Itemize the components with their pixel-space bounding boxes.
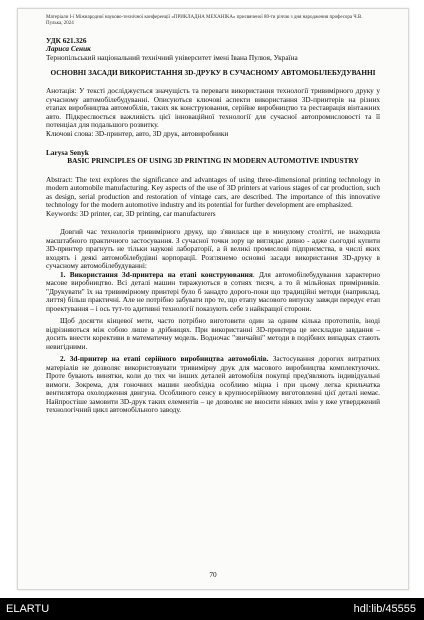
affiliation: Тернопільський національний технічний університет імені Івана Пулюя, Україна bbox=[46, 53, 298, 62]
author-en: Larysa Senyk bbox=[46, 148, 89, 157]
article-body bbox=[46, 228, 380, 415]
conference-header: Матеріали I-ї Міжнародної науково-технічної конференції «ПРИКЛАДНА МЕХАНІКА» присвяченої 80-ти річчю з дня народження професора Ч.В. Пулька, 2024 bbox=[46, 15, 363, 26]
section-2-text: Застосування дорогих витратних матеріалів не дозволяє використовувати тривимірну друк для масового виробництва комплектуючих. Проте бувають винятки, коли до тих чи інших деталей автомобіля покупці пред'являють індивідуальні вимоги. Зокрема, для гоночних машин необхідна особливо міцна і при цьому легка крильчатка вентилятора охолодження двигуна. Особливого сенсу в крупносерійному виготовленні цієї деталі немає. Найпростіше замовити 3D-друк таких елементів – це дозволяє не вносити ніяких змін у вже утверджений технологічний цикл автомобільного заводу. bbox=[46, 354, 380, 414]
footer-repository-label: ELARTU bbox=[6, 603, 50, 615]
page-content bbox=[46, 15, 380, 415]
udc-code: УДК 621.326 bbox=[46, 36, 87, 45]
footer-handle: hdl:lib/45555 bbox=[353, 603, 416, 615]
document-page bbox=[17, 8, 409, 590]
title-ua: ОСНОВНІ ЗАСАДИ ВИКОРИСТАННЯ 3D-ДРУКУ В СУЧАСНОМУ АВТОМОБІЛЕБУДУВАННІ bbox=[50, 68, 376, 77]
title-en: BASIC PRINCIPLES OF USING 3D PRINTING IN MODERN AUTOMOTIVE INDUSTRY bbox=[67, 156, 359, 165]
page-number: 70 bbox=[209, 570, 217, 579]
section-1-paragraph-2: Щоб досягти кінцевої мети, часто потрібно виготовити один за одним кілька прототипів, іноді відрізняються між собою лише в дрібницях. При використанні 3D-принтера це нескладне завдання – досить внести корективи в математичну модель. Водночас "звичайні" методи в подібних випадках стають невигідними. bbox=[46, 316, 380, 351]
paragraph-intro: Довгий час технологія тривимірного друку, що з'явилася ще в минулому столітті, не знаходила масштабного практичного застосування. З сучасної точки зору це виглядає дивно - адже сьогодні купити 3D-принтер прагнуть не тільки наукові лабораторії, а й великі промислові підприємства, в числі яких входять і деякі автомобілебудівні корпорації. Розглянемо основні засади використання 3D-друку в сучасному автомобілебудуванні: bbox=[46, 227, 380, 270]
keywords-ua: Ключові слова: 3D-принтер, авто, 3D друк, автовиробники bbox=[46, 128, 229, 138]
footer-bar bbox=[0, 598, 424, 620]
section-2 bbox=[46, 355, 380, 415]
author-ua: Лариса Сеник bbox=[46, 44, 91, 53]
section-1-heading: 1. Використання 3d-принтера на етапі конструювання bbox=[60, 269, 253, 279]
section-1 bbox=[46, 271, 380, 314]
abstract-ua: Анотація: У тексті досліджується значущість та переваги використання технології тривимірного друку у сучасному автомобілебудуванні. Описуються ключові аспекти використання 3D-принтерів на різних етапах виробництва автомобілів, таких як конструювання, серійне виробництво та реставрація вінтажних авто. Підкреслюється важливість цієї інноваційної технології для сучасної автопромисловості та її потенціал для подальшого розвитку. bbox=[46, 86, 380, 129]
section-1-text: . Для автомобілебудування характерно масове виробництво. Всі деталі машин тиражуються в сотнях тисяч, а то й мільйонах примірників. "Друкувати" їх на тривимірному принтері було б занадто дорого-поки що традиційні методи (наприклад, лиття) більш практичні. Але не потрібно забувати про те, що етапу масового випуску завжди передує етап проектування – і ось тут-то адитивні технології показують себе з найкращої сторони. bbox=[46, 269, 380, 313]
section-2-heading: 2. 3d-принтер на етапі серійного виробництва автомобілів. bbox=[60, 354, 269, 363]
keywords-en: Keywords: 3D printer, car, 3D printing, car manufacturers bbox=[46, 208, 216, 218]
abstract-en: Abstract: The text explores the significance and advantages of using three-dimensional printing technology in modern automobile manufacturing. Key aspects of the use of 3D printers at various stages of car production, such as design, serial production and restoration of vintage cars, are described. The importance of this innovative technology for the modern automotive industry and its potential for further development are emphasized. bbox=[46, 174, 380, 209]
